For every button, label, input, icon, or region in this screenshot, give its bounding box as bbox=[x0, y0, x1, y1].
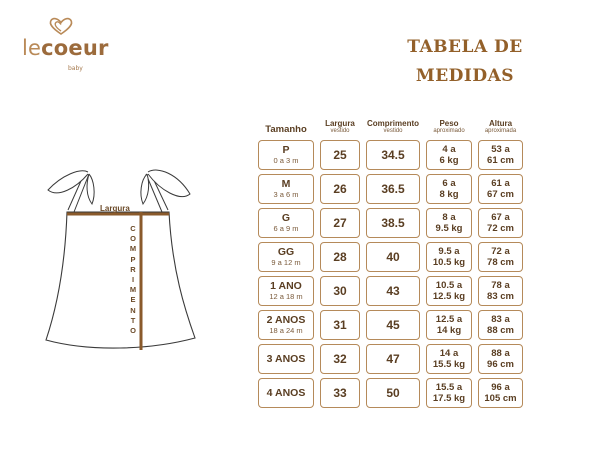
header-altura: Altura aproximada bbox=[484, 119, 517, 134]
title-line-1: TABELA DE bbox=[407, 37, 523, 57]
dress-illustration bbox=[40, 150, 210, 360]
header-comprimento: Comprimento vestido bbox=[367, 119, 419, 134]
size-cell: 2 ANOS 18 a 24 m bbox=[258, 310, 314, 340]
header-peso: Peso aproximado bbox=[433, 119, 465, 134]
table-row bbox=[258, 206, 533, 240]
table-row bbox=[258, 342, 533, 376]
heart-logo-icon bbox=[48, 16, 74, 36]
dress-outline-icon bbox=[40, 150, 210, 360]
weight-cell: 10.5 a 12.5 kg bbox=[426, 276, 472, 306]
table-row bbox=[258, 172, 533, 206]
width-cell: 27 bbox=[320, 208, 360, 238]
length-cell: 45 bbox=[366, 310, 420, 340]
title-line-2: MEDIDAS bbox=[415, 66, 515, 86]
length-cell: 43 bbox=[366, 276, 420, 306]
height-cell: 83 a 88 cm bbox=[478, 310, 523, 340]
table-row bbox=[258, 138, 533, 172]
weight-cell: 12.5 a 14 kg bbox=[426, 310, 472, 340]
table-row bbox=[258, 308, 533, 342]
table-row bbox=[258, 376, 533, 410]
weight-cell: 15.5 a 17.5 kg bbox=[426, 378, 472, 408]
length-cell: 47 bbox=[366, 344, 420, 374]
height-cell: 53 a 61 cm bbox=[478, 140, 523, 170]
header-largura: Largura vestido bbox=[325, 119, 355, 134]
weight-cell: 14 a 15.5 kg bbox=[426, 344, 472, 374]
size-cell: GG 9 a 12 m bbox=[258, 242, 314, 272]
size-cell: 3 ANOS bbox=[258, 344, 314, 374]
width-cell: 25 bbox=[320, 140, 360, 170]
table-row bbox=[258, 240, 533, 274]
height-cell: 67 a 72 cm bbox=[478, 208, 523, 238]
weight-cell: 6 a 8 kg bbox=[426, 174, 472, 204]
weight-cell: 4 a 6 kg bbox=[426, 140, 472, 170]
brand-logo bbox=[22, 14, 112, 74]
size-cell: M 3 a 6 m bbox=[258, 174, 314, 204]
page-title bbox=[390, 33, 540, 91]
header-tamanho: Tamanho bbox=[265, 124, 307, 135]
size-cell: P 0 a 3 m bbox=[258, 140, 314, 170]
height-cell: 96 a 105 cm bbox=[478, 378, 523, 408]
table-row bbox=[258, 274, 533, 308]
brand-sub: baby bbox=[68, 65, 83, 72]
brand-name: lecoeur bbox=[22, 36, 109, 60]
width-cell: 32 bbox=[320, 344, 360, 374]
width-cell: 31 bbox=[320, 310, 360, 340]
length-cell: 38.5 bbox=[366, 208, 420, 238]
width-cell: 33 bbox=[320, 378, 360, 408]
length-cell: 34.5 bbox=[366, 140, 420, 170]
size-cell: 1 ANO 12 a 18 m bbox=[258, 276, 314, 306]
width-cell: 28 bbox=[320, 242, 360, 272]
height-cell: 61 a 67 cm bbox=[478, 174, 523, 204]
length-cell: 50 bbox=[366, 378, 420, 408]
weight-cell: 8 a 9.5 kg bbox=[426, 208, 472, 238]
length-label: C O M P R I M E N T O bbox=[129, 224, 137, 336]
height-cell: 88 a 96 cm bbox=[478, 344, 523, 374]
size-cell: G 6 a 9 m bbox=[258, 208, 314, 238]
length-cell: 40 bbox=[366, 242, 420, 272]
width-label: Largura bbox=[100, 204, 130, 213]
weight-cell: 9.5 a 10.5 kg bbox=[426, 242, 472, 272]
height-cell: 72 a 78 cm bbox=[478, 242, 523, 272]
length-cell: 36.5 bbox=[366, 174, 420, 204]
size-cell: 4 ANOS bbox=[258, 378, 314, 408]
width-cell: 30 bbox=[320, 276, 360, 306]
height-cell: 78 a 83 cm bbox=[478, 276, 523, 306]
width-cell: 26 bbox=[320, 174, 360, 204]
